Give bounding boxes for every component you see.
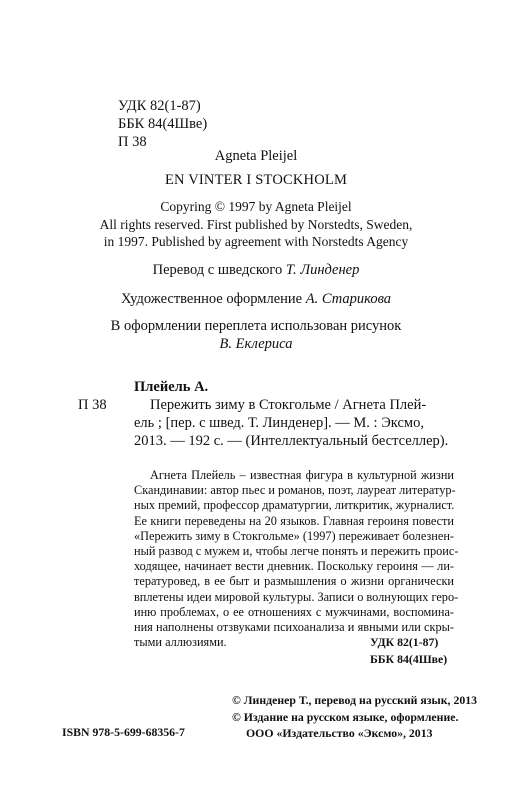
- isbn: ISBN 978-5-699-68356-7: [62, 725, 185, 739]
- copyright-edition: © Издание на русском языке, оформление.: [232, 709, 459, 724]
- cover-artist: [0, 336, 512, 353]
- cover-credit-label: В оформлении переплета использован рисунок: [110, 318, 402, 334]
- design-label: Художественное оформление: [120, 291, 306, 307]
- annotation-line: тературовед, в ее быт и размышления о жизни органически: [134, 574, 454, 589]
- cover-artist-name: В. Еклериса: [219, 336, 293, 352]
- designer-name: А. Старикова: [305, 291, 392, 307]
- copyright-publisher: ООО «Издательство «Эксмо», 2013: [246, 726, 433, 740]
- annotation-line: ный развод с мужем и, чтобы легче понять и пережить проис-: [134, 544, 459, 559]
- copyright-block: [232, 692, 477, 742]
- catalog-line: Пережить зиму в Стокгольме / Агнета Плей-: [150, 397, 427, 413]
- copyright-translation: © Линденер Т., перевод на русский язык, 2013: [232, 693, 478, 707]
- classification-block: [118, 97, 207, 151]
- catalog-mark: П 38: [78, 397, 107, 413]
- annotation-line: Ее книги переведены на 20 языков. Главная героиня повести: [134, 513, 454, 528]
- annotation-line: ных премий, профессор драматургии, литкритик, журналист.: [134, 498, 455, 513]
- annotation-line: тыми аллюзиями.: [134, 635, 227, 650]
- catalog-line: 2013. — 192 с. — (Интеллектуальный бестселлер).: [134, 433, 449, 449]
- annotation: [134, 468, 459, 650]
- translation-label: Перевод с шведского: [152, 262, 286, 278]
- bottom-codes: [370, 634, 447, 668]
- udk-code: УДК 82(1-87): [118, 98, 201, 114]
- copyright-line: All rights reserved. First published by Norstedts, Sweden,: [99, 216, 413, 232]
- annotation-line: ния наполнены отзвуками психоанализа и явными или скры-: [134, 620, 454, 635]
- original-author: Agneta Pleijel: [214, 148, 298, 164]
- catalog-heading: Плейель А.: [134, 379, 209, 395]
- annotation-line: вплетены идеи мировой культуры. Записи о волнующих геро-: [134, 589, 459, 604]
- translator-name: Т. Линденер: [285, 262, 360, 278]
- original-title: EN VINTER I STOCKHOLM: [164, 172, 348, 188]
- annotation-line: ходящее, начинает вести дневник. Поскольку героиня — ли-: [134, 559, 454, 574]
- bbk-code: ББК 84(4Шве): [118, 116, 208, 132]
- design-credit: [0, 291, 512, 308]
- copyright-line: Copyring © 1997 by Agneta Pleijel: [160, 199, 352, 214]
- bottom-bbk: ББК 84(4Шве): [370, 652, 448, 666]
- original-copyright: [0, 198, 512, 251]
- annotation-line: Скандинавии: автор пьес и романов, поэт, лауреат литератур-: [134, 483, 456, 498]
- annotation-line: Агнета Плейель – известная фигура в культурной жизни: [150, 468, 454, 482]
- annotation-line: иню проблемах, о ее отношениях с мужчинами, воспомина-: [134, 604, 454, 619]
- bottom-udk: УДК 82(1-87): [370, 635, 439, 649]
- author-mark: П 38: [118, 134, 147, 150]
- copyright-line: in 1997. Published by agreement with Norstedts Agency: [103, 234, 409, 249]
- catalog-line: ель ; [пер. с швед. Т. Линденер]. — М. : Эксмо,: [134, 415, 424, 431]
- annotation-line: «Пережить зиму в Стокгольме» (1997) переживает болезнен-: [134, 528, 455, 543]
- translation-credit: [0, 262, 512, 279]
